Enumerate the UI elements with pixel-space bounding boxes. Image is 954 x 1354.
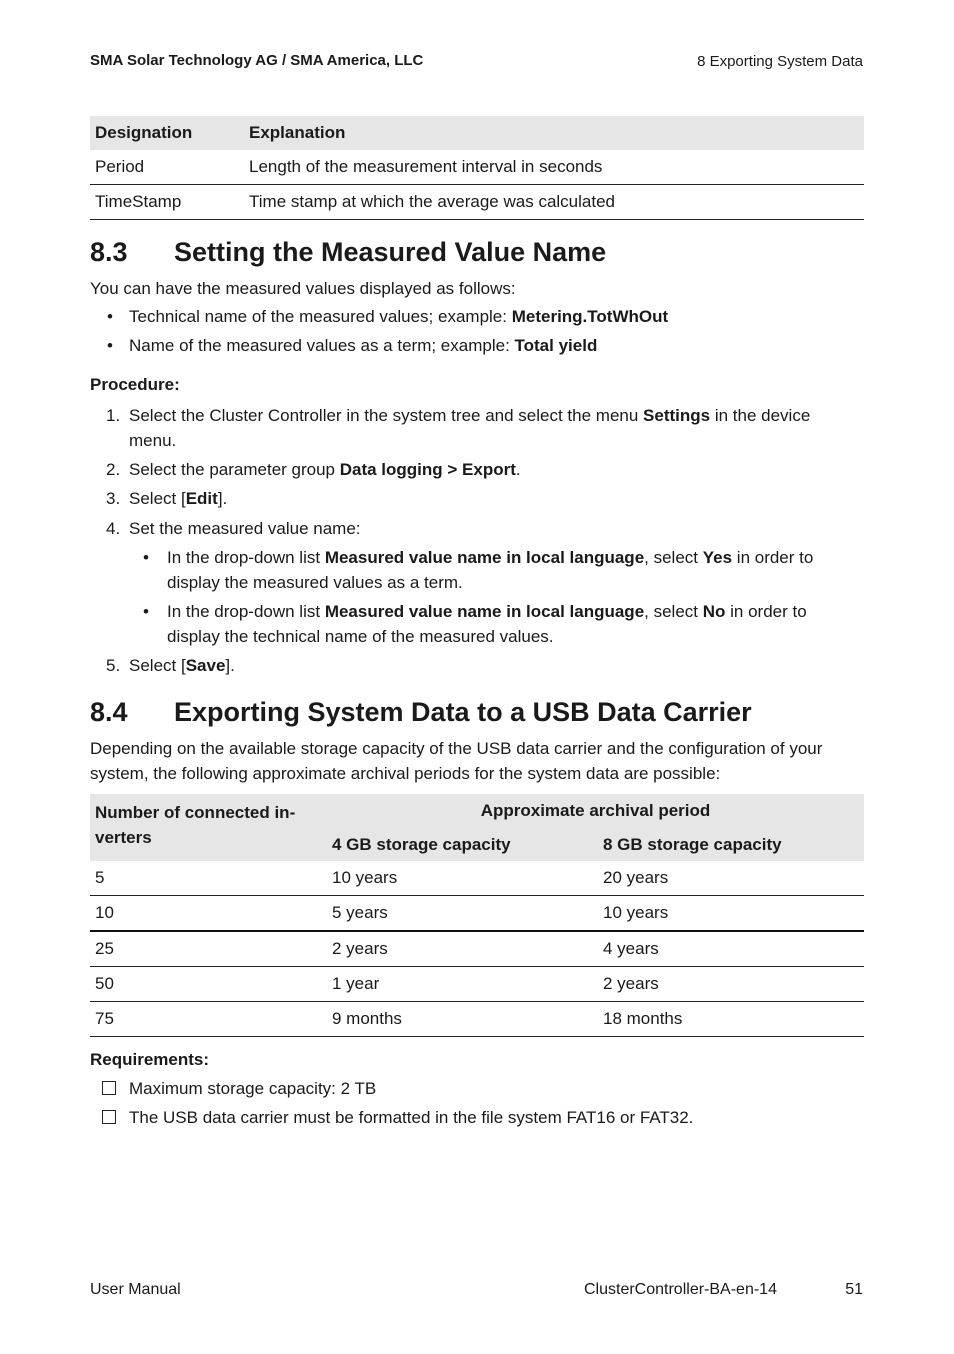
column-header: Designation: [90, 116, 244, 150]
archival-period-table: [90, 794, 864, 1037]
table-cell: 4 years: [598, 931, 864, 967]
table-cell: 18 months: [598, 1002, 864, 1037]
designation-table: [90, 116, 864, 220]
table-cell: 5 years: [327, 896, 598, 932]
list-item: • In the drop-down list Measured value name in local language, select No in order to display the technical name of the measured values.: [143, 602, 807, 646]
column-header: Number of connected in- verters: [90, 794, 327, 861]
table-header-row: [90, 116, 864, 150]
table-cell: 20 years: [598, 861, 864, 896]
procedure-label: Procedure:: [90, 375, 180, 394]
table-cell: 9 months: [327, 1002, 598, 1037]
list-item: • In the drop-down list Measured value name in local language, select Yes in order to display the measured values as a term.: [143, 548, 814, 592]
table-cell: 10 years: [327, 861, 598, 896]
column-group-header: Approximate archival period: [327, 794, 864, 828]
section-intro: You can have the measured values displayed as follows:: [90, 279, 516, 298]
table-cell: 5: [90, 861, 327, 896]
footer-manual-label: User Manual: [90, 1281, 181, 1298]
header-company: SMA Solar Technology AG / SMA America, LLC: [90, 52, 424, 69]
requirement-item: Maximum storage capacity: 2 TB: [102, 1079, 376, 1099]
checkbox-icon: [102, 1081, 116, 1095]
header-chapter: 8 Exporting System Data: [697, 53, 863, 70]
table-cell: 2 years: [327, 931, 598, 967]
page-number: 51: [845, 1281, 863, 1298]
requirement-item: The USB data carrier must be formatted in the file system FAT16 or FAT32.: [102, 1108, 693, 1128]
table-cell: 10 years: [598, 896, 864, 932]
table-cell: Length of the measurement interval in seconds: [244, 150, 864, 185]
table-cell: 2 years: [598, 967, 864, 1002]
table-cell: TimeStamp: [90, 185, 244, 220]
list-item: • Technical name of the measured values; example: Metering.TotWhOut: [107, 307, 669, 326]
table-cell: 50: [90, 967, 327, 1002]
checkbox-icon: [102, 1110, 116, 1124]
requirements-label: Requirements:: [90, 1050, 210, 1069]
table-cell: Period: [90, 150, 244, 185]
table-row: [90, 150, 864, 185]
column-header: Explanation: [244, 116, 864, 150]
table-row: [90, 896, 864, 932]
table-cell: 25: [90, 931, 327, 967]
column-header: 4 GB storage capacity: [327, 828, 598, 861]
table-row: [90, 861, 864, 896]
section-heading-8-3: 8.3 Setting the Measured Value Name: [90, 237, 607, 267]
procedure-step: 4. Set the measured value name:: [106, 519, 361, 538]
table-row: [90, 185, 864, 220]
section-intro: Depending on the available storage capacity of the USB data carrier and the configuration of your system, the following approximate archival periods for the system data are possible:: [90, 739, 823, 783]
procedure-step: 1. Select the Cluster Controller in the system tree and select the menu Settings in the device menu.: [106, 406, 811, 450]
table-cell: Time stamp at which the average was calculated: [244, 185, 864, 220]
list-item: • Name of the measured values as a term; example: Total yield: [107, 336, 598, 355]
table-row: [90, 967, 864, 1002]
footer-doc-id: ClusterController-BA-en-14: [584, 1281, 777, 1298]
section-heading-8-4: 8.4 Exporting System Data to a USB Data Carrier: [90, 697, 752, 727]
procedure-step: 3. Select [Edit].: [106, 489, 228, 508]
procedure-step: 5. Select [Save].: [106, 656, 235, 675]
procedure-step: 2. Select the parameter group Data logging > Export.: [106, 460, 521, 479]
table-row: [90, 1002, 864, 1037]
table-cell: 75: [90, 1002, 327, 1037]
table-row: [90, 931, 864, 967]
table-header-row: [90, 794, 864, 828]
table-cell: 1 year: [327, 967, 598, 1002]
column-header: 8 GB storage capacity: [598, 828, 864, 861]
table-cell: 10: [90, 896, 327, 932]
